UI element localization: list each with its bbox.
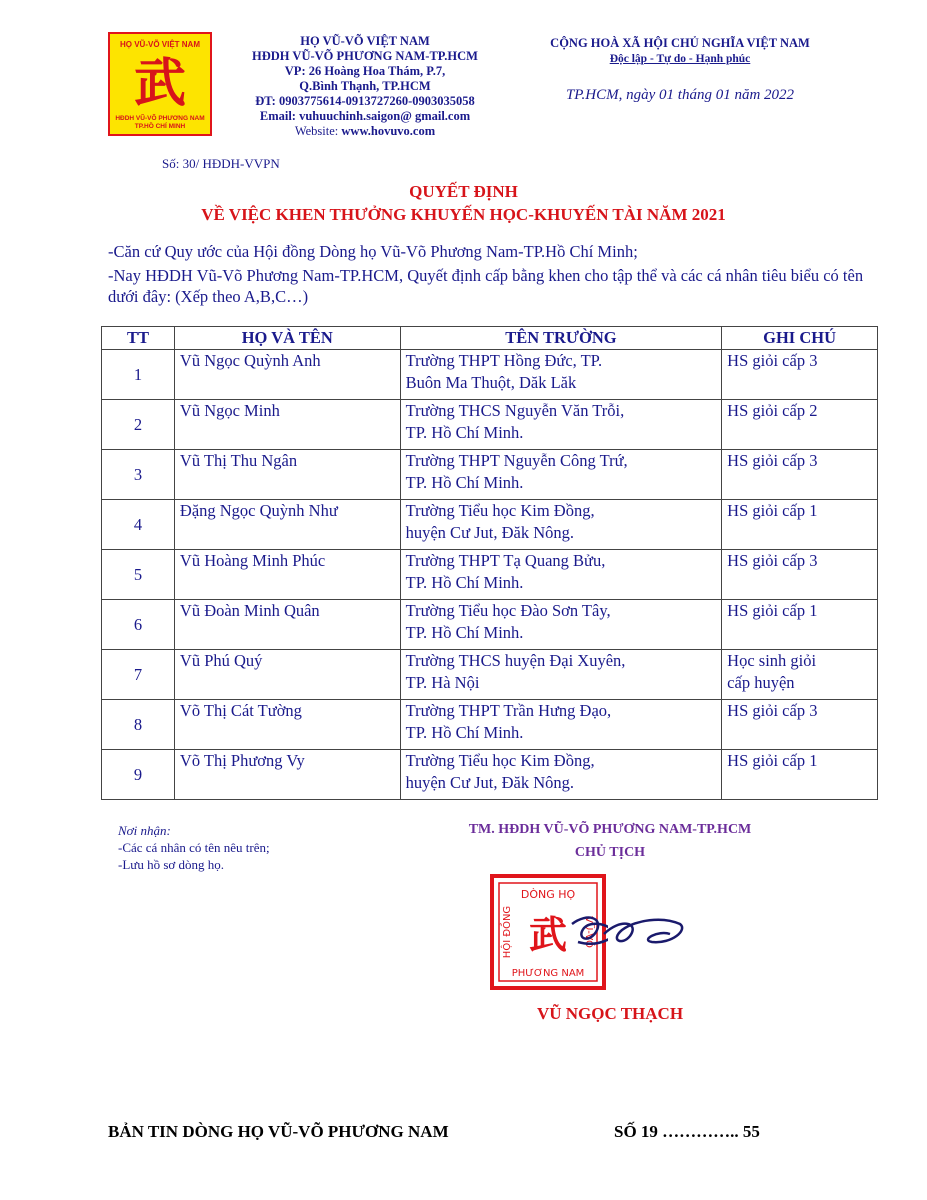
col-header-note: GHI CHÚ [722, 327, 878, 350]
cell-school-line-2: TP. Hồ Chí Minh. [405, 623, 524, 642]
cell-school [400, 700, 722, 750]
cell-tt: 4 [102, 500, 175, 550]
cell-school-line-2: Buôn Ma Thuột, Dăk Lăk [405, 373, 577, 392]
col-header-tt: TT [102, 327, 175, 350]
cell-school-line-2: TP. Hồ Chí Minh. [405, 723, 524, 742]
table-row [102, 700, 878, 750]
cell-school-line-1: Trường Tiểu học Đào Sơn Tây, [405, 601, 611, 620]
cell-name: Vũ Ngọc Minh [174, 400, 400, 450]
table-row [102, 750, 878, 800]
cell-note [722, 450, 878, 500]
cell-name: Vũ Đoàn Minh Quân [174, 600, 400, 650]
cell-name: Võ Thị Phương Vy [174, 750, 400, 800]
signature-scribble [600, 900, 690, 960]
cell-note [722, 350, 878, 400]
stamp-top-text: DÒNG HỌ [520, 888, 576, 901]
cell-school-line-2: huyện Cư Jut, Đăk Nông. [405, 773, 575, 792]
cell-school-line-1: Trường THCS huyện Đại Xuyên, [405, 651, 626, 670]
cell-school [400, 550, 722, 600]
document-number: Số: 30/ HĐDH-VVPN [162, 156, 280, 171]
cell-tt: 8 [102, 700, 175, 750]
org-logo [108, 32, 212, 136]
cell-tt: 1 [102, 350, 175, 400]
cell-note-line-1: HS giỏi cấp 1 [727, 601, 818, 620]
cell-school [400, 600, 722, 650]
footer-issue-page: SỐ 19 ………….. 55 [614, 1122, 760, 1141]
cell-note [722, 400, 878, 450]
organization-header [220, 34, 510, 139]
cell-name: Đặng Ngọc Quỳnh Như [174, 500, 400, 550]
logo-bottom-text-1: HĐDH VŨ-VÕ PHƯƠNG NAM [115, 115, 205, 122]
national-motto: Độc lập - Tự do - Hạnh phúc [609, 53, 751, 65]
org-phone: ĐT: 0903775614-0913727260-0903035058 [255, 94, 475, 108]
intro-line-1: -Căn cứ Quy ước của Hội đồng Dòng họ Vũ-Võ Phương Nam-TP.Hồ Chí Minh; [108, 242, 638, 261]
national-header [530, 36, 830, 104]
stamp-right-text: VŨ-VÕ [583, 916, 594, 948]
cell-name: Võ Thị Cát Tường [174, 700, 400, 750]
col-header-name: HỌ VÀ TÊN [174, 327, 400, 350]
table-row [102, 400, 878, 450]
cell-note [722, 550, 878, 600]
cell-school [400, 500, 722, 550]
cell-school [400, 400, 722, 450]
cell-note-line-2: cấp huyện [727, 673, 795, 692]
cell-school-line-1: Trường Tiểu học Kim Đồng, [405, 751, 595, 770]
recipients-heading: Nơi nhận: [118, 823, 171, 838]
cell-school-line-2: TP. Hồ Chí Minh. [405, 573, 524, 592]
cell-name: Vũ Thị Thu Ngân [174, 450, 400, 500]
cell-name: Vũ Phú Quý [174, 650, 400, 700]
cell-school [400, 350, 722, 400]
stamp-glyph: 武 [528, 913, 568, 957]
award-table [101, 326, 878, 800]
signature-role: CHỦ TỊCH [574, 845, 646, 860]
cell-note [722, 500, 878, 550]
cell-school-line-1: Trường THPT Tạ Quang Bửu, [405, 551, 606, 570]
org-website: Website: www.hovuvo.com [294, 124, 436, 138]
logo-bottom-text-2: TP.HỒ CHÍ MINH [134, 123, 186, 130]
table-header-row [102, 327, 878, 350]
cell-note [722, 650, 878, 700]
org-email: Email: vuhuuchinh.saigon@ gmail.com [259, 109, 471, 123]
cell-tt: 9 [102, 750, 175, 800]
cell-tt: 5 [102, 550, 175, 600]
cell-name: Vũ Hoàng Minh Phúc [174, 550, 400, 600]
stamp-bottom-text: PHƯƠNG NAM [511, 968, 585, 979]
table-row [102, 350, 878, 400]
cell-school [400, 450, 722, 500]
cell-school-line-2: TP. Hà Nội [405, 673, 480, 692]
cell-school-line-1: Trường THPT Trần Hưng Đạo, [405, 701, 612, 720]
col-header-school: TÊN TRƯỜNG [400, 327, 722, 350]
document-subtitle: VỀ VIỆC KHEN THƯỞNG KHUYẾN HỌC-KHUYẾN TÀI NĂM 2021 [201, 205, 726, 224]
page-footer [108, 1122, 808, 1142]
organization-seal [488, 872, 608, 992]
cell-note-line-1: HS giỏi cấp 1 [727, 501, 818, 520]
cell-note-line-1: HS giỏi cấp 1 [727, 751, 818, 770]
cell-school [400, 750, 722, 800]
cell-school-line-2: huyện Cư Jut, Đăk Nông. [405, 523, 575, 542]
cell-school [400, 650, 722, 700]
table-row [102, 600, 878, 650]
cell-name: Vũ Ngọc Quỳnh Anh [174, 350, 400, 400]
cell-note [722, 750, 878, 800]
signature-org: TM. HĐDH VŨ-VÕ PHƯƠNG NAM-TP.HCM [468, 822, 752, 837]
cell-tt: 7 [102, 650, 175, 700]
document-title: QUYẾT ĐỊNH [409, 182, 518, 201]
table-row [102, 500, 878, 550]
cell-note-line-1: Học sinh giỏi [727, 651, 817, 670]
cell-school-line-2: TP. Hồ Chí Minh. [405, 473, 524, 492]
signer-name: VŨ NGỌC THẠCH [536, 1004, 684, 1023]
footer-publication: BẢN TIN DÒNG HỌ VŨ-VÕ PHƯƠNG NAM [108, 1122, 449, 1141]
country-name: CỘNG HOÀ XÃ HỘI CHỦ NGHĨA VIỆT NAM [550, 36, 810, 50]
cell-note [722, 700, 878, 750]
cell-school-line-2: TP. Hồ Chí Minh. [405, 423, 524, 442]
logo-top-text: HỌ VŨ-VÕ VIỆT NAM [119, 40, 200, 49]
cell-tt: 6 [102, 600, 175, 650]
cell-note-line-1: HS giỏi cấp 3 [727, 551, 818, 570]
cell-note-line-1: HS giỏi cấp 2 [727, 401, 818, 420]
table-row [102, 550, 878, 600]
cell-note [722, 600, 878, 650]
recipients-block [118, 822, 270, 873]
table-row [102, 650, 878, 700]
cell-note-line-1: HS giỏi cấp 3 [727, 351, 818, 370]
cell-tt: 3 [102, 450, 175, 500]
cell-note-line-1: HS giỏi cấp 3 [727, 451, 818, 470]
cell-school-line-1: Trường Tiểu học Kim Đồng, [405, 501, 595, 520]
cell-tt: 2 [102, 400, 175, 450]
org-line-2: HĐDH VŨ-VÕ PHƯƠNG NAM-TP.HCM [252, 49, 478, 63]
recipient-line-1: -Các cá nhân có tên nêu trên; [118, 840, 270, 855]
org-address-1: VP: 26 Hoàng Hoa Thám, P.7, [284, 64, 446, 78]
cell-school-line-1: Trường THPT Hồng Đức, TP. [405, 351, 603, 370]
recipient-line-2: -Lưu hồ sơ dòng họ. [118, 857, 224, 872]
cell-note-line-1: HS giỏi cấp 3 [727, 701, 818, 720]
logo-glyph: 武 [133, 54, 186, 114]
cell-school-line-1: Trường THCS Nguyễn Văn Trỗi, [405, 401, 625, 420]
org-address-2: Q.Bình Thạnh, TP.HCM [299, 79, 431, 93]
org-line-1: HỌ VŨ-VÕ VIỆT NAM [300, 34, 430, 48]
cell-school-line-1: Trường THPT Nguyễn Công Trứ, [405, 451, 628, 470]
stamp-left-text: HỘI ĐỒNG [502, 905, 513, 959]
document-date: TP.HCM, ngày 01 tháng 01 năm 2022 [565, 87, 795, 103]
intro-line-2: -Nay HĐDH Vũ-Võ Phương Nam-TP.HCM, Quyết định cấp bằng khen cho tập thể và các cá nhân tiêu biểu có tên dưới đây: (Xếp theo A,B,C…) [108, 266, 864, 306]
table-row [102, 450, 878, 500]
